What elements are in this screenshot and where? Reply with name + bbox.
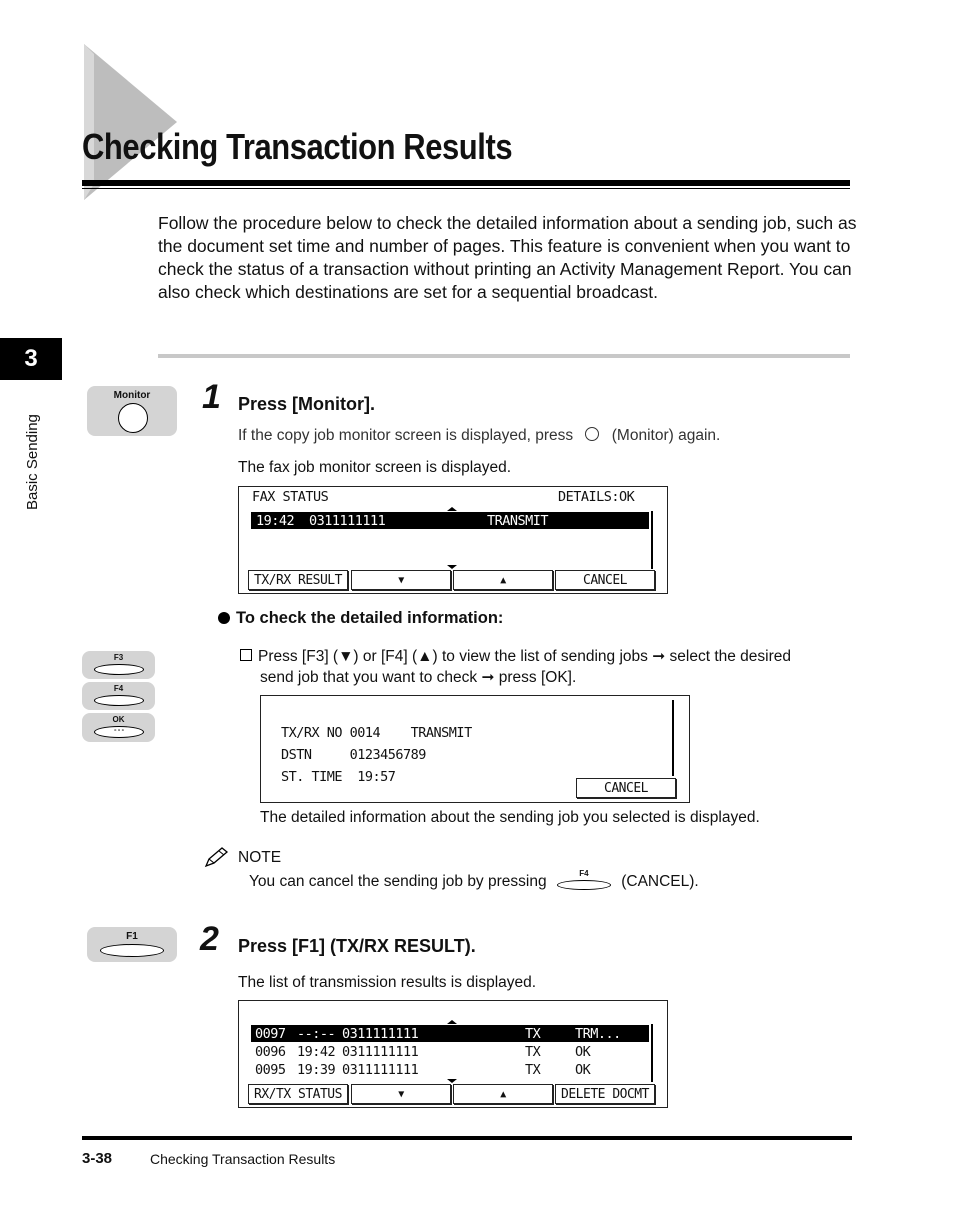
result-type: TX (525, 1062, 541, 1078)
intro-paragraph: Follow the procedure below to check the detailed information about a sending job, such as the document set time and number of pages. This feature is convenient when you want to check the status of a transaction without printing an Activity Management Report. You can also check which destinations are set for a sequential broadcast. (158, 213, 857, 302)
note-text-after: (CANCEL). (621, 873, 699, 890)
instruction-part-d: press [OK]. (498, 669, 577, 686)
step-2-number: 2 (200, 920, 219, 958)
monitor-circle-icon (585, 427, 599, 441)
step-2-result: The list of transmission results is displayed. (238, 974, 537, 991)
detail-subheading (218, 609, 503, 628)
screen-header-left: FAX STATUS (252, 489, 329, 505)
result-type: TX (525, 1044, 541, 1060)
right-arrow-icon: ➞ (652, 648, 666, 665)
down-arrow-button[interactable]: ▼ (351, 570, 451, 590)
detail-line-1: TX/RX NO 0014 TRANSMIT (281, 725, 472, 741)
note-label: NOTE (238, 849, 282, 866)
f3-key-shape (94, 664, 144, 675)
step-1-note-after: (Monitor) again. (611, 427, 721, 444)
scroll-up-marker (447, 1020, 457, 1024)
cancel-button[interactable]: CANCEL (555, 570, 655, 590)
right-arrow-icon: ➞ (481, 669, 495, 686)
tx-rx-result-button[interactable]: TX/RX RESULT (248, 570, 348, 590)
footer-title: Checking Transaction Results (150, 1151, 336, 1167)
job-row-selected[interactable] (251, 512, 649, 529)
page-number: 3-38 (82, 1150, 113, 1167)
step-1-result: The fax job monitor screen is displayed. (238, 459, 512, 476)
tx-result-screen (238, 1000, 668, 1108)
result-row[interactable] (251, 1025, 649, 1042)
detail-line-3: ST. TIME 19:57 (281, 769, 396, 785)
step-2-title: Press [F1] (TX/RX RESULT). (238, 936, 476, 956)
result-time: --:-- (297, 1026, 336, 1042)
result-status: OK (575, 1062, 591, 1078)
up-arrow-button[interactable]: ▲ (453, 1084, 553, 1104)
note-text (249, 869, 699, 891)
bullet-dot-icon (218, 612, 230, 624)
result-time: 19:42 (297, 1044, 336, 1060)
f1-key-illustration (87, 927, 177, 962)
f1-key-shape (100, 944, 164, 957)
f1-key-label: F1 (126, 931, 138, 942)
title-rule-thin (82, 188, 850, 189)
step-1-note (238, 427, 720, 445)
inline-f4-key-label: F4 (579, 869, 589, 878)
scroll-down-marker (447, 1079, 457, 1083)
scroll-up-marker (447, 507, 457, 511)
footer-rule (82, 1136, 852, 1140)
monitor-key-circle (118, 403, 148, 433)
ok-key-label: OK (112, 715, 125, 724)
f3-key-illustration (82, 651, 155, 679)
f4-key-illustration (82, 682, 155, 710)
note-text-before: You can cancel the sending job by pressing (249, 873, 547, 890)
inline-f4-key-icon (555, 869, 613, 890)
f4-key-label: F4 (113, 684, 124, 693)
scrollbar-line (672, 700, 674, 776)
section-divider (158, 354, 850, 358)
instruction-part-a: Press [F3] (▼) or [F4] (▲) to view the list of sending jobs (258, 648, 648, 665)
delete-document-button[interactable]: DELETE DOCMT (555, 1084, 655, 1104)
detail-subheading-text: To check the detailed information: (236, 609, 504, 627)
down-arrow-button[interactable]: ▼ (351, 1084, 451, 1104)
result-number: 0311111111 (342, 1026, 419, 1042)
scrollbar-line (651, 1024, 653, 1082)
result-no: 0096 (255, 1044, 286, 1060)
fax-status-screen (238, 486, 668, 594)
detail-result: The detailed information about the sending job you selected is displayed. (260, 809, 760, 826)
detail-cancel-button[interactable]: CANCEL (576, 778, 676, 798)
job-row-number: 0311111111 (309, 513, 386, 529)
scrollbar-line (651, 511, 653, 569)
monitor-key-label: Monitor (113, 390, 151, 401)
screen-header-right: DETAILS:OK (558, 489, 635, 505)
scroll-down-marker (447, 565, 457, 569)
result-no: 0095 (255, 1062, 286, 1078)
chapter-name: Basic Sending (24, 414, 41, 510)
step-1-number: 1 (202, 378, 221, 416)
instruction-part-b: select the desired (669, 648, 792, 665)
result-row[interactable] (251, 1061, 649, 1078)
up-arrow-button[interactable]: ▲ (453, 570, 553, 590)
step-1-title: Press [Monitor]. (238, 394, 376, 414)
result-time: 19:39 (297, 1062, 336, 1078)
result-row[interactable] (251, 1043, 649, 1060)
job-detail-screen (260, 695, 690, 803)
job-row-status: TRANSMIT (487, 513, 549, 529)
result-no: 0097 (255, 1026, 286, 1042)
result-number: 0311111111 (342, 1044, 419, 1060)
pencil-note-icon (204, 846, 230, 868)
ok-key-illustration (82, 713, 155, 742)
result-status: OK (575, 1044, 591, 1060)
job-row-time: 19:42 (256, 513, 295, 529)
step-1-note-before: If the copy job monitor screen is displayed, press (238, 427, 574, 444)
instruction-part-c: send job that you want to check (260, 669, 478, 686)
monitor-key-illustration (87, 386, 177, 436)
ok-key-shape: ∘∘∘ (94, 726, 144, 738)
result-type: TX (525, 1026, 541, 1042)
page-title: Checking Transaction Results (82, 126, 513, 167)
f4-key-shape (94, 695, 144, 706)
chapter-side-label (24, 390, 46, 510)
detail-line-2: DSTN 0123456789 (281, 747, 426, 763)
f3-key-label: F3 (113, 653, 124, 662)
rx-tx-status-button[interactable]: RX/TX STATUS (248, 1084, 348, 1104)
chapter-tab: 3 (0, 338, 62, 380)
result-number: 0311111111 (342, 1062, 419, 1078)
title-rule (82, 180, 850, 186)
detail-instruction (240, 646, 860, 688)
result-status: TRM... (575, 1026, 621, 1042)
checkbox-icon (240, 649, 252, 661)
